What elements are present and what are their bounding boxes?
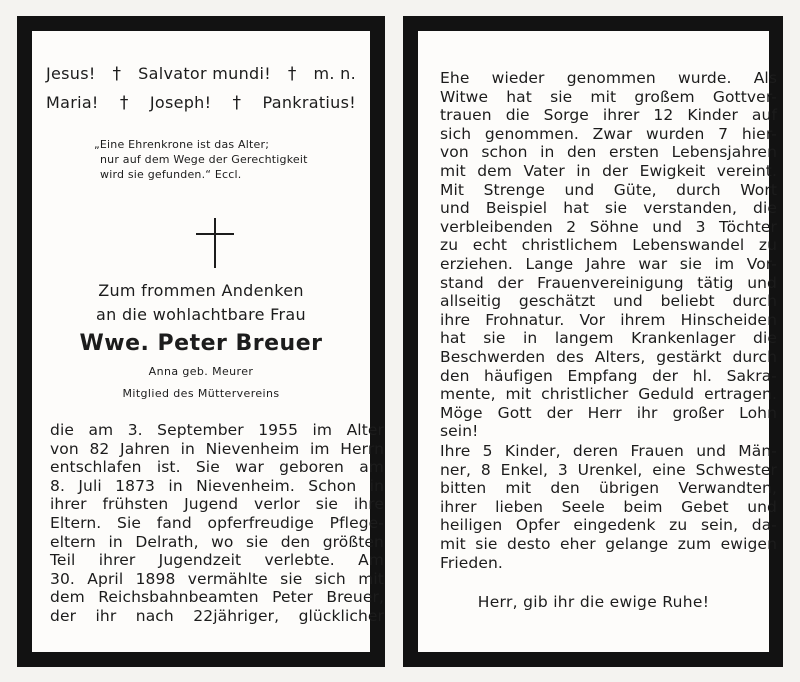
right-card xyxy=(403,16,783,667)
text-line: ihrer frühsten Jugend verlor sie ihre xyxy=(50,495,384,514)
text-line: trauen die Sorge ihrer 12 Kinder auf xyxy=(440,106,777,125)
invocation-pankratius: Pankratius! xyxy=(262,93,356,112)
text-line: zu echt christlichem Lebenswandel zu xyxy=(440,236,777,255)
text-line: stand der Frauenvereinigung tätig und xyxy=(440,273,777,292)
text-line: Teil ihrer Jugendzeit verlebte. Am xyxy=(50,551,384,570)
text-line: bitten mit den übrigen Verwandten, xyxy=(440,479,777,498)
text-line: Ehe wieder genommen wurde. Als xyxy=(440,69,777,87)
cross-icon xyxy=(190,216,240,270)
deceased-name: Wwe. Peter Breuer xyxy=(79,331,323,356)
cross-glyph: † xyxy=(119,93,129,113)
text-line: mente, mit christlicher Geduld ertragen. xyxy=(440,385,777,404)
quote-line: „Eine Ehrenkrone ist das Alter; xyxy=(94,138,270,151)
membership-line: Mitglied des Müttervereins xyxy=(122,387,280,400)
cross-glyph: † xyxy=(232,93,242,113)
quote-line: wird sie gefunden.“ Eccl. xyxy=(100,168,242,181)
memorial-line-2: an die wohlachtbare Frau xyxy=(96,305,306,324)
text-line: Beschwerden des Alters, gestärkt durch xyxy=(440,347,777,366)
text-line: entschlafen ist. Sie war geboren am xyxy=(50,458,384,477)
text-line: verbleibenden 2 Söhne und 3 Töchter xyxy=(440,217,777,236)
cross-glyph: † xyxy=(287,64,297,84)
invocation-line-1 xyxy=(46,64,356,84)
text-line: mit dem Vater in der Ewigkeit vereint. xyxy=(440,161,777,180)
text-line: ihre Frohnatur. Vor ihrem Hinscheiden xyxy=(440,310,777,329)
text-line: die am 3. September 1955 im Alter xyxy=(50,421,384,439)
invocation-line-2 xyxy=(46,93,356,113)
text-line: 8. Juli 1873 in Nievenheim. Schon in xyxy=(50,476,384,495)
text-line: Mit Strenge und Güte, durch Wort xyxy=(440,180,777,199)
quote-line: nur auf dem Wege der Gerechtigkeit xyxy=(100,153,308,166)
left-card xyxy=(17,16,385,667)
text-line: Frieden. xyxy=(440,553,503,572)
text-line: von 82 Jahren in Nievenheim im Herrn xyxy=(50,439,384,458)
closing-prayer: Herr, gib ihr die ewige Ruhe! xyxy=(477,593,710,611)
text-line: sein! xyxy=(440,422,479,441)
invocation-mn: m. n. xyxy=(313,64,356,83)
text-line: den häufigen Empfang der hl. Sakra- xyxy=(440,366,777,385)
cross-glyph: † xyxy=(112,64,122,84)
invocation-jesus: Jesus! xyxy=(46,64,96,83)
invocation-salvator: Salvator mundi! xyxy=(138,64,271,83)
text-line: Ihre 5 Kinder, deren Frauen und Män- xyxy=(440,442,777,460)
biography-continuation xyxy=(440,69,777,441)
scripture-quote xyxy=(94,137,334,182)
text-line: ihrer lieben Seele beim Gebet und xyxy=(440,497,777,516)
memorial-line-1: Zum frommen Andenken xyxy=(98,281,304,300)
invocation-joseph: Joseph! xyxy=(149,93,212,112)
text-line: allseitig geschätzt und beliebt durch xyxy=(440,292,777,311)
text-line: hat sie in langem Krankenlager die xyxy=(440,329,777,348)
text-line: der ihr nach 22jähriger, glücklicher xyxy=(50,606,384,625)
text-line: mit sie desto eher gelange zum ewigen xyxy=(440,534,777,553)
text-line: 30. April 1898 vermählte sie sich mit xyxy=(50,569,384,588)
text-line: Eltern. Sie fand opferfreudige Pflege- xyxy=(50,513,384,532)
text-line: von schon in den ersten Lebensjahren xyxy=(440,143,777,162)
text-line: dem Reichsbahnbeamten Peter Breuer, xyxy=(50,588,384,607)
text-line: heiligen Opfer eingedenk zu sein, da- xyxy=(440,516,777,535)
text-line: und Beispiel hat sie verstanden, die xyxy=(440,199,777,218)
family-notice xyxy=(440,442,777,572)
text-line: Möge Gott der Herr ihr großer Lohn xyxy=(440,403,777,422)
biography-text xyxy=(50,421,384,626)
invocation-maria: Maria! xyxy=(46,93,99,112)
text-line: Witwe hat sie mit großem Gottver- xyxy=(440,87,777,106)
maiden-name: Anna geb. Meurer xyxy=(148,365,254,378)
text-line: eltern in Delrath, wo sie den größten xyxy=(50,532,384,551)
text-line: ner, 8 Enkel, 3 Urenkel, eine Schwester xyxy=(440,460,777,479)
text-line: erziehen. Lange Jahre war sie im Vor- xyxy=(440,254,777,273)
text-line: sich genommen. Zwar wurden 7 hier- xyxy=(440,124,777,143)
